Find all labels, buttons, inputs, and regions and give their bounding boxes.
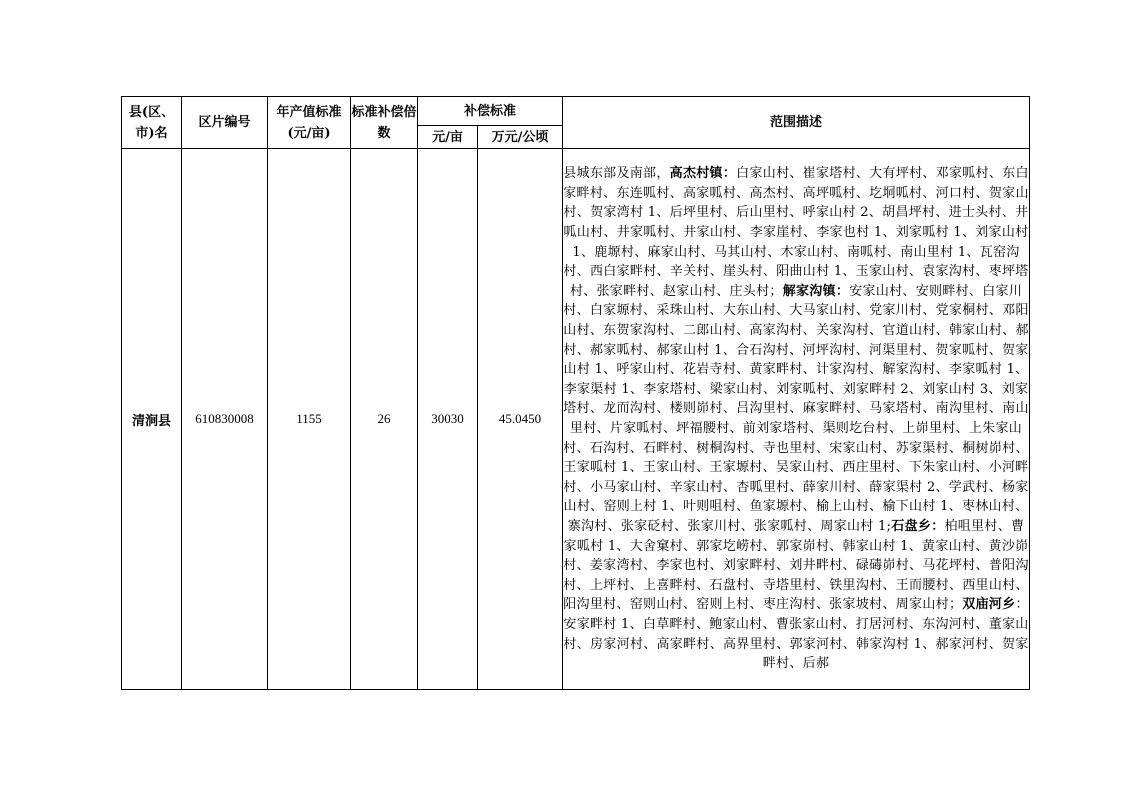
header-per-mu: 元/亩	[418, 126, 478, 149]
per-hectare-value: 45.0450	[478, 149, 563, 690]
compensation-table	[121, 96, 1030, 690]
header-zone-code: 区片编号	[182, 97, 268, 149]
town-name: 解家沟镇：	[782, 283, 850, 299]
town-name: 双庙河乡	[962, 597, 1016, 613]
scope-segment: 安家山村、安则畔村、白家川村、白家塬村、采珠山村、大东山村、大马家山村、党家川村、党家桐村、邓阳山村、东贺家沟村、二郎山村、高家沟村、关家沟村、官道山村、韩家山村、郝村、郝家呱村、郝家山村 1、合石沟村、河坪沟村、河渠里村、贺家呱村、贺家山村 1、呼家山村、花岩寺村、黄家畔村、计家沟村、解家沟村、李家呱村 1、李家渠村 1、李家塔村、梁家山村、刘家呱村、刘家畔村 2、刘家山村 3、刘家塔村、龙而沟村、楼则峁村、吕沟里村、麻家畔村、马家塔村、南沟里村、南山里村、片家呱村、坪福腰村、前刘家塔村、渠则圪台村、上峁里村、上朱家山村、石沟村、石畔村、树桐沟村、寺也里村、宋家山村、苏家渠村、桐树峁村、王家呱村 1、王家山村、王家塬村、吴家山村、西庄里村、下朱家山村、小河畔村、小马家山村、辛家山村、杏呱里村、薛家川村、薛家渠村 2、学武村、杨家山村、窑则上村 1、叶则咀村、鱼家塬村、榆上山村、榆下山村 1、枣林山村、寨沟村、张家砭村、张家川村、张家呱村、周家山村 1;	[563, 283, 1029, 534]
per-mu-value: 30030	[418, 149, 478, 690]
scope-segment: ：安家畔村 1、白草畔村、鲍家山村、曹张家山村、打居河村、东沟河村、董家山村、房家河村、高家畔村、高界里村、郭家河村、韩家沟村 1、郝家河村、贺家畔村、后郝	[563, 597, 1029, 672]
header-annual-value: 年产值标准(元/亩)	[268, 97, 351, 149]
multiplier: 26	[351, 149, 418, 690]
header-multiplier: 标准补偿倍数	[351, 97, 418, 149]
header-compensation: 补偿标准	[418, 97, 563, 126]
town-name: 高杰村镇：	[669, 166, 737, 182]
county-name: 清涧县	[122, 149, 182, 690]
scope-description	[563, 149, 1030, 690]
town-name: 石盘乡：	[891, 518, 945, 534]
header-county: 县(区、市)名	[122, 97, 182, 149]
table-row	[122, 149, 1030, 690]
header-scope: 范围描述	[563, 97, 1030, 149]
zone-code: 610830008	[182, 149, 268, 690]
scope-segment: 柏咀里村、曹家呱村 1、大舍窠村、郭家圪崂村、郭家峁村、韩家山村 1、黄家山村、黄沙峁村、姜家湾村、李家也村、刘家畔村、刘井畔村、碌碡峁村、马花坪村、普阳沟村、上坪村、上喜畔村、石盘村、寺塔里村、铁里沟村、王而腰村、西里山村、阳沟里村、窑则山村、窑则上村、枣庄沟村、张家坡村、周家山村；	[563, 518, 1029, 613]
scope-segment: 白家山村、崔家塔村、大有坪村、邓家呱村、东白家畔村、东连呱村、高家呱村、高杰村、高坪呱村、圪垌呱村、河口村、贺家山村、贺家湾村 1、后坪里村、后山里村、呼家山村 2、胡昌坪村、进士头村、井呱山村、井家呱村、井家山村、李家崖村、李家也村 1、刘家呱村 1、刘家山村 1、鹿塬村、麻家山村、马其山村、木家山村、南呱村、南山里村 1、瓦窑沟村、西白家畔村、辛关村、崖头村、阳曲山村 1、玉家山村、袁家沟村、枣坪塔村、张家畔村、赵家山村、庄头村；	[563, 166, 1029, 299]
header-per-hectare: 万元/公顷	[478, 126, 563, 149]
scope-segment: 县城东部及南部，	[563, 166, 670, 182]
annual-value: 1155	[268, 149, 351, 690]
